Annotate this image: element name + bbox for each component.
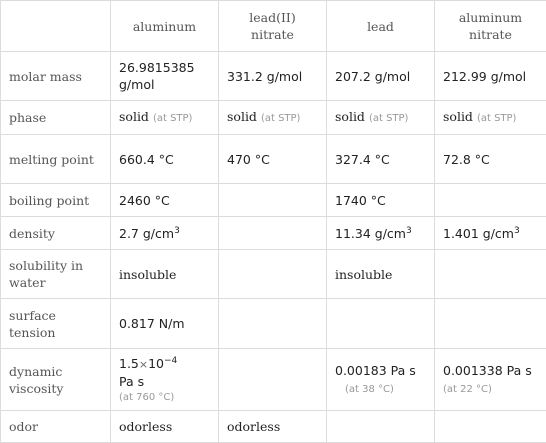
viscosity-unit: Pa s	[119, 373, 145, 389]
table-row	[1, 52, 546, 101]
cell-viscosity-lead-nitrate	[219, 349, 327, 411]
odor-value: odorless	[227, 419, 281, 434]
cell-density-aluminum	[111, 217, 219, 250]
density-value: 1.401 g/cm	[443, 225, 514, 241]
table-row	[1, 101, 546, 135]
cell-density-lead	[327, 217, 435, 250]
times-sign: ×	[138, 357, 149, 371]
viscosity-value: 0.00183 Pa s	[335, 362, 416, 378]
cell-phase-lead-nitrate	[219, 101, 327, 135]
cell-odor-aluminum-nitrate	[435, 411, 546, 443]
table-row	[1, 250, 546, 299]
cell-solubility-aluminum	[111, 250, 219, 299]
row-label-density: density	[1, 217, 111, 250]
table-row	[1, 135, 546, 184]
cell-surface-tension-lead-nitrate	[219, 299, 327, 349]
viscosity-mantissa: 1.5	[119, 355, 139, 371]
cell-surface-tension-aluminum-nitrate	[435, 299, 546, 349]
header-row	[1, 1, 546, 52]
table-row	[1, 299, 546, 349]
phase-value: solid	[227, 109, 257, 124]
phase-value: solid	[335, 109, 365, 124]
cell-odor-lead-nitrate	[219, 411, 327, 443]
cell-melting-lead-nitrate: 470 °C	[219, 135, 327, 184]
phase-note: (at STP)	[152, 113, 193, 124]
col-header-lead: lead	[327, 1, 435, 52]
cell-boiling-aluminum-nitrate	[435, 184, 546, 217]
solubility-value: insoluble	[335, 266, 393, 282]
cell-phase-lead	[327, 101, 435, 135]
cell-viscosity-lead	[327, 349, 435, 411]
cell-solubility-lead	[327, 250, 435, 299]
viscosity-note: (at 38 °C)	[345, 383, 394, 395]
row-label-solubility: solubility in water	[1, 250, 111, 299]
cell-solubility-lead-nitrate	[219, 250, 327, 299]
cell-surface-tension-lead	[327, 299, 435, 349]
cell-molar-mass-lead-nitrate: 331.2 g/mol	[219, 52, 327, 101]
row-label-melting-point: melting point	[1, 135, 111, 184]
corner-cell	[1, 1, 111, 52]
viscosity-base: 10	[148, 355, 165, 371]
col-header-aluminum-nitrate: aluminum nitrate	[435, 1, 546, 52]
cell-molar-mass-aluminum: 26.9815385 g/mol	[111, 52, 219, 101]
row-label-dynamic-viscosity: dynamic viscosity	[1, 349, 111, 411]
cell-odor-lead	[327, 411, 435, 443]
density-value: 2.7 g/cm	[119, 225, 175, 241]
table-row	[1, 349, 546, 411]
viscosity-value: 0.001338 Pa s	[443, 362, 532, 378]
row-label-phase: phase	[1, 101, 111, 135]
cell-density-aluminum-nitrate	[435, 217, 546, 250]
col-header-aluminum: aluminum	[111, 1, 219, 52]
solubility-value: insoluble	[119, 266, 177, 282]
cell-boiling-aluminum: 2460 °C	[111, 184, 219, 217]
cell-surface-tension-aluminum: 0.817 N/m	[111, 299, 219, 349]
row-label-molar-mass: molar mass	[1, 52, 111, 101]
table-row	[1, 184, 546, 217]
table-row	[1, 217, 546, 250]
viscosity-exponent: −4	[164, 355, 178, 366]
row-label-odor: odor	[1, 411, 111, 443]
row-label-boiling-point: boiling point	[1, 184, 111, 217]
phase-value: solid	[119, 109, 149, 124]
cell-viscosity-aluminum	[111, 349, 219, 411]
phase-note: (at STP)	[260, 113, 301, 124]
density-exponent: 3	[174, 225, 180, 236]
odor-value: odorless	[119, 419, 173, 434]
phase-note: (at STP)	[368, 113, 409, 124]
cell-melting-lead: 327.4 °C	[327, 135, 435, 184]
cell-boiling-lead: 1740 °C	[327, 184, 435, 217]
density-exponent: 3	[513, 225, 520, 236]
table-row	[1, 411, 546, 443]
row-label-surface-tension: surface tension	[1, 299, 111, 349]
cell-solubility-aluminum-nitrate	[435, 250, 546, 299]
cell-viscosity-aluminum-nitrate	[435, 349, 546, 411]
phase-note: (at STP)	[476, 113, 517, 124]
cell-melting-aluminum-nitrate: 72.8 °C	[435, 135, 546, 184]
cell-melting-aluminum: 660.4 °C	[111, 135, 219, 184]
density-value: 11.34 g/cm	[335, 225, 406, 241]
cell-phase-aluminum-nitrate	[435, 101, 546, 135]
cell-molar-mass-aluminum-nitrate: 212.99 g/mol	[435, 52, 546, 101]
cell-density-lead-nitrate	[219, 217, 327, 250]
cell-molar-mass-lead: 207.2 g/mol	[327, 52, 435, 101]
viscosity-note: (at 760 °C)	[119, 391, 175, 403]
viscosity-note: (at 22 °C)	[443, 383, 492, 395]
col-header-lead-nitrate: lead(II) nitrate	[219, 1, 327, 52]
phase-value: solid	[443, 109, 473, 124]
cell-boiling-lead-nitrate	[219, 184, 327, 217]
density-exponent: 3	[405, 225, 412, 236]
cell-odor-aluminum	[111, 411, 219, 443]
cell-phase-aluminum	[111, 101, 219, 135]
